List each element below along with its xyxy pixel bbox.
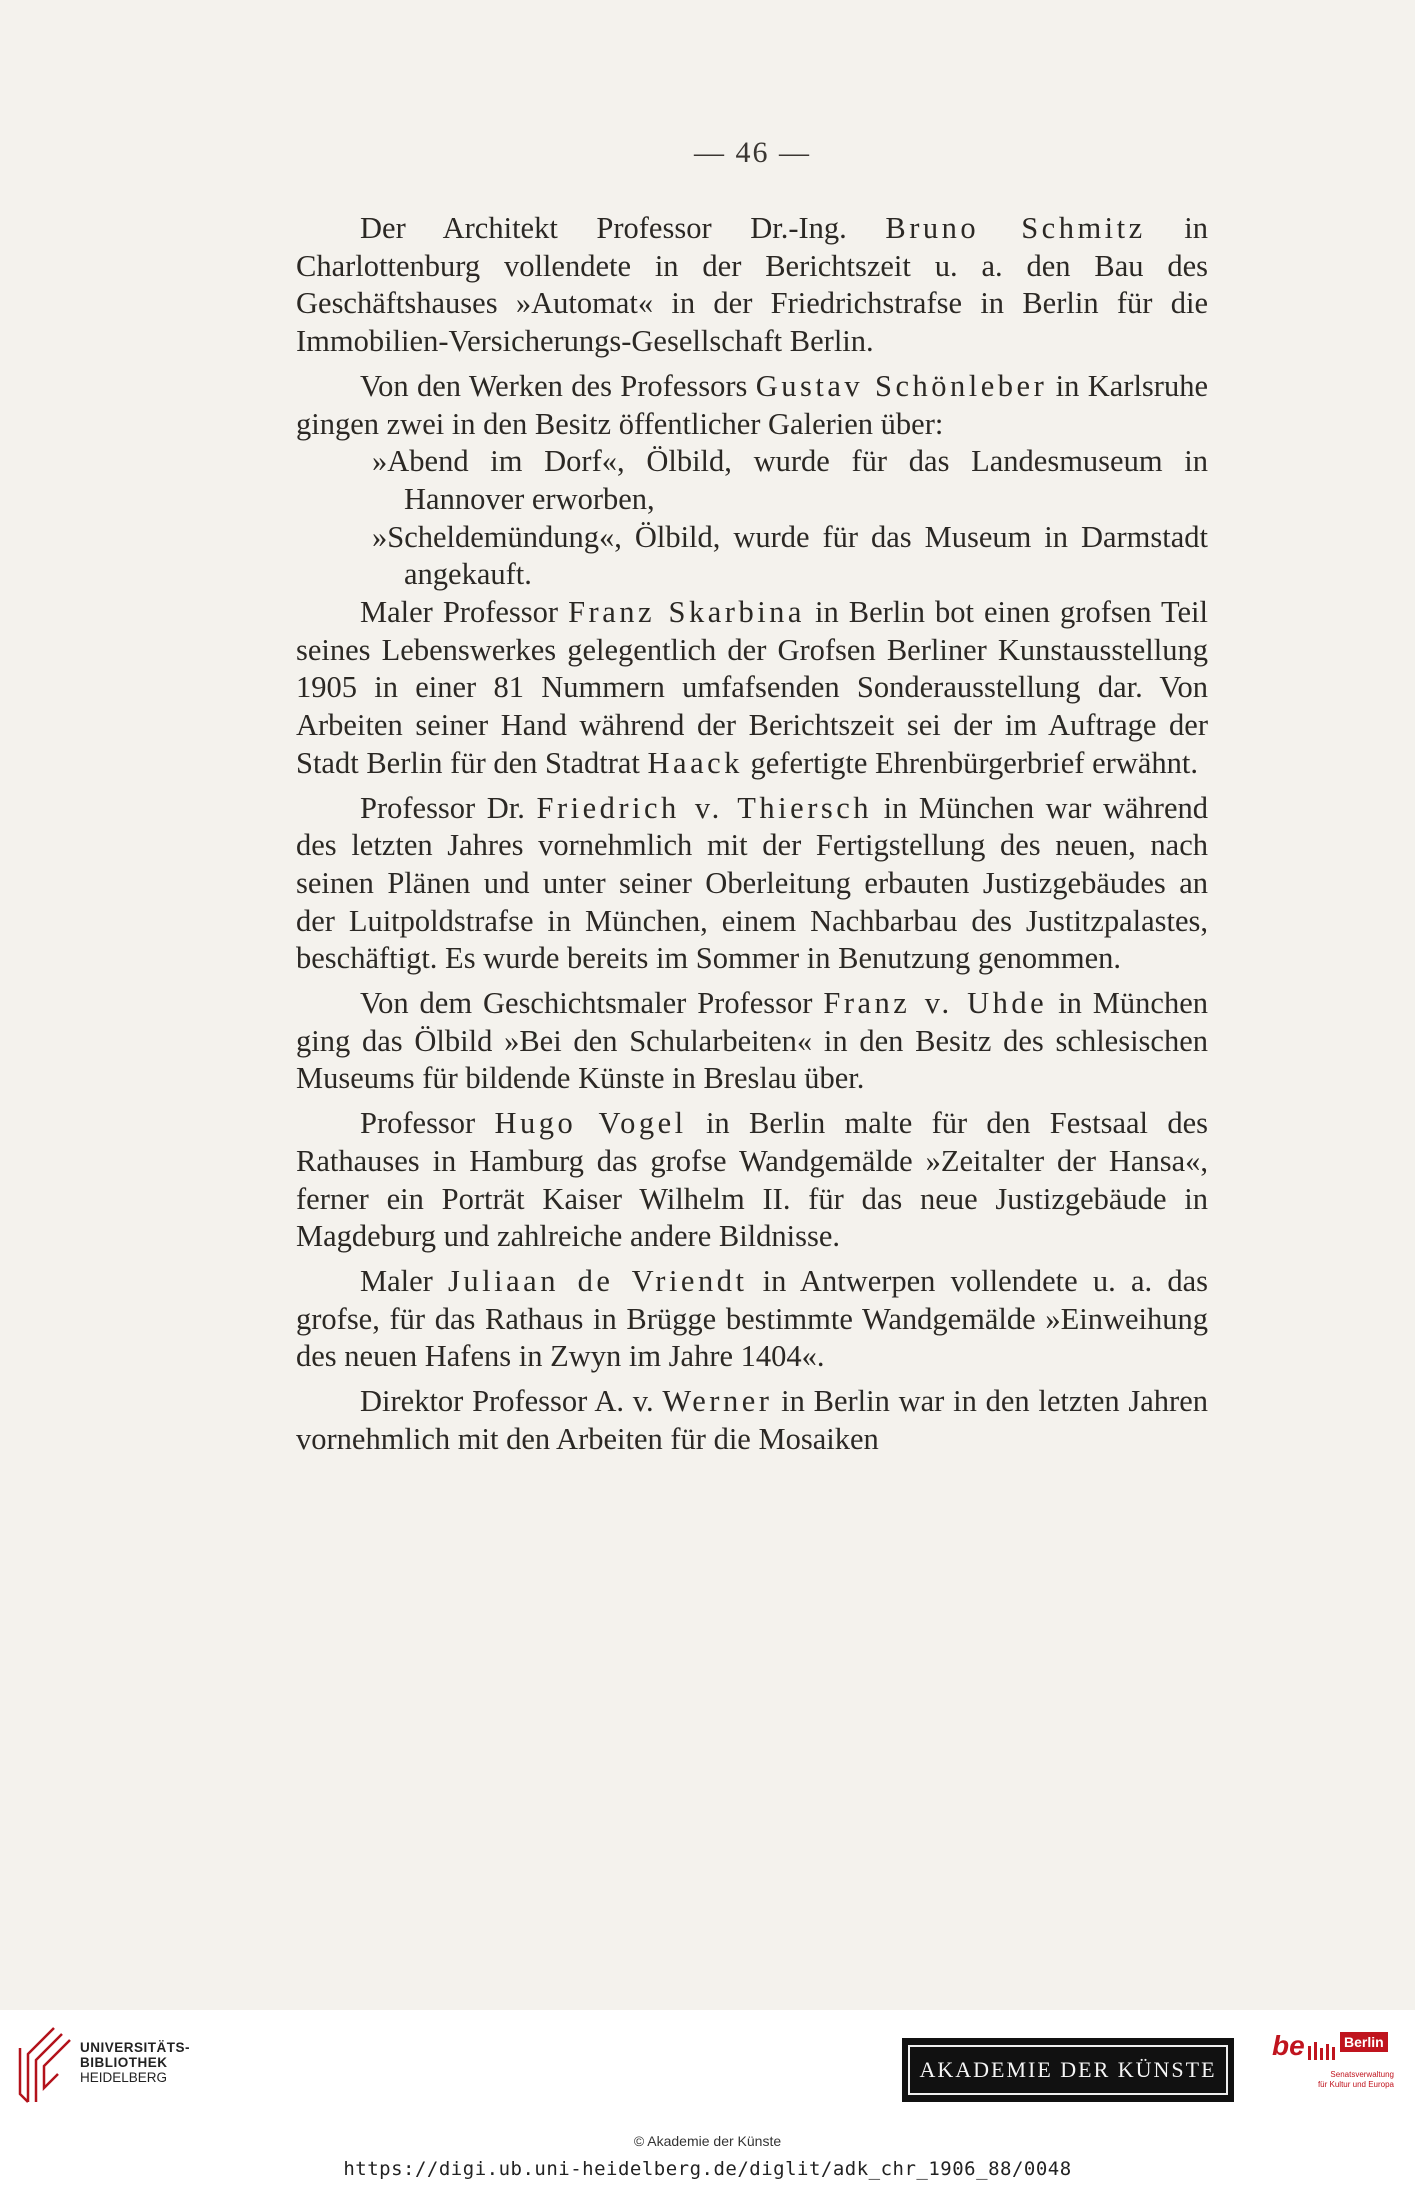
- paragraph: Direktor Professor A. v. Werner in Berlin war in den letzten Jahren vornehmlich mit den Arbeiten für die Mosaiken: [296, 1384, 1209, 1456]
- list-item: »Scheldemündung«, Ölbild, wurde für das Museum in Darmstadt angekauft.: [372, 519, 1208, 592]
- list-item: »Abend im Dorf«, Ölbild, wurde für das Landesmuseum in Hannover erworben,: [372, 444, 1208, 516]
- page-number: — 46 —: [694, 136, 811, 169]
- copyright-notice: © Akademie der Künste: [633, 2133, 782, 2149]
- body-text: [296, 210, 1208, 1459]
- library-name: UNIVERSITÄTS- BIBLIOTHEK HEIDELBERG: [80, 2040, 191, 2085]
- bars-icon: [1306, 2038, 1344, 2060]
- akademie-label: AKADEMIE DER KÜNSTE: [908, 2045, 1228, 2095]
- be-mark: be: [1272, 2030, 1305, 2061]
- paragraph: Der Architekt Professor Dr.-Ing. Bruno Schmitz in Charlottenburg vollendete in der Berichtszeit u. a. den Bau des Geschäftshauses »Automat« in der Friedrichstrafse in Berlin für die Immobilien-Versicherungs-Gesellschaft Berlin.: [296, 211, 1208, 359]
- spaced-name: Franz Skarbina: [568, 595, 805, 630]
- spaced-name: Friedrich v. Thiersch: [536, 790, 873, 825]
- paragraph: Maler Professor Franz Skarbina in Berlin bot einen grofsen Teil seines Lebenswerkes gelegentlich der Grofsen Berliner Kunstausstellung 1905 in einer 81 Nummern umfafsenden Sonderausstellung dar. Von Arbeiten seiner Hand während der Berichtszeit sei der im Auftrage der Stadt Berlin für den Stadtrat Haack gefertigte Ehrenbürgerbrief erwähnt.: [296, 595, 1208, 780]
- be-berlin-logo[interactable]: [1268, 2030, 1396, 2116]
- paragraph: Von dem Geschichtsmaler Professor Franz v. Uhde in München ging das Ölbild »Bei den Schularbeiten« in den Besitz des schlesischen Museums für bildende Künste in Breslau über.: [296, 986, 1209, 1096]
- spaced-name: Juliaan de Vriendt: [448, 1263, 748, 1298]
- akademie-der-kuenste-logo[interactable]: [902, 2038, 1234, 2102]
- paragraph: Maler Juliaan de Vriendt in Antwerpen vollendete u. a. das grofse, für das Rathaus in Brügge bestimmte Wandgemälde »Einweihung des neuen Hafens in Zwyn im Jahre 1404«.: [296, 1263, 1209, 1374]
- paragraph: Professor Dr. Friedrich v. Thiersch in München war während des letzten Jahres vornehmlich mit der Fertigstellung des neuen, nach seinen Plänen und unter seiner Oberleitung erbauten Justizgebäudes an der Luitpoldstrafse in München, einem Nachbarbau des Justitzpalastes, beschäftigt. Es wurde bereits im Sommer in Benutzung genommen.: [296, 790, 1208, 976]
- berlin-tag: Berlin: [1340, 2032, 1388, 2052]
- senat-label: Senatsverwaltung für Kultur und Europa: [1317, 2070, 1394, 2089]
- source-url-link[interactable]: https://digi.ub.uni-heidelberg.de/diglit/adk_chr_1906_88/0048: [343, 2158, 1072, 2180]
- paragraph: Von den Werken des Professors Gustav Schönleber in Karlsruhe gingen zwei in den Besitz öffentlicher Galerien über:: [296, 368, 1208, 441]
- spaced-name: Bruno Schmitz: [885, 211, 1146, 245]
- spaced-name: Hugo Vogel: [494, 1106, 687, 1141]
- spaced-name: Haack: [647, 745, 743, 780]
- spaced-name: Franz v. Uhde: [823, 986, 1048, 1021]
- ub-heidelberg-logo-icon[interactable]: [14, 2024, 72, 2106]
- spaced-name: Werner: [662, 1384, 773, 1419]
- paragraph: Professor Hugo Vogel in Berlin malte für den Festsaal des Rathauses in Hamburg das grofse Wandgemälde »Zeitalter der Hansa«, ferner ein Porträt Kaiser Wilhelm II. für das neue Justizgebäude in Magdeburg und zahlreiche andere Bildnisse.: [296, 1106, 1208, 1254]
- spaced-name: Gustav Schönleber: [755, 368, 1048, 403]
